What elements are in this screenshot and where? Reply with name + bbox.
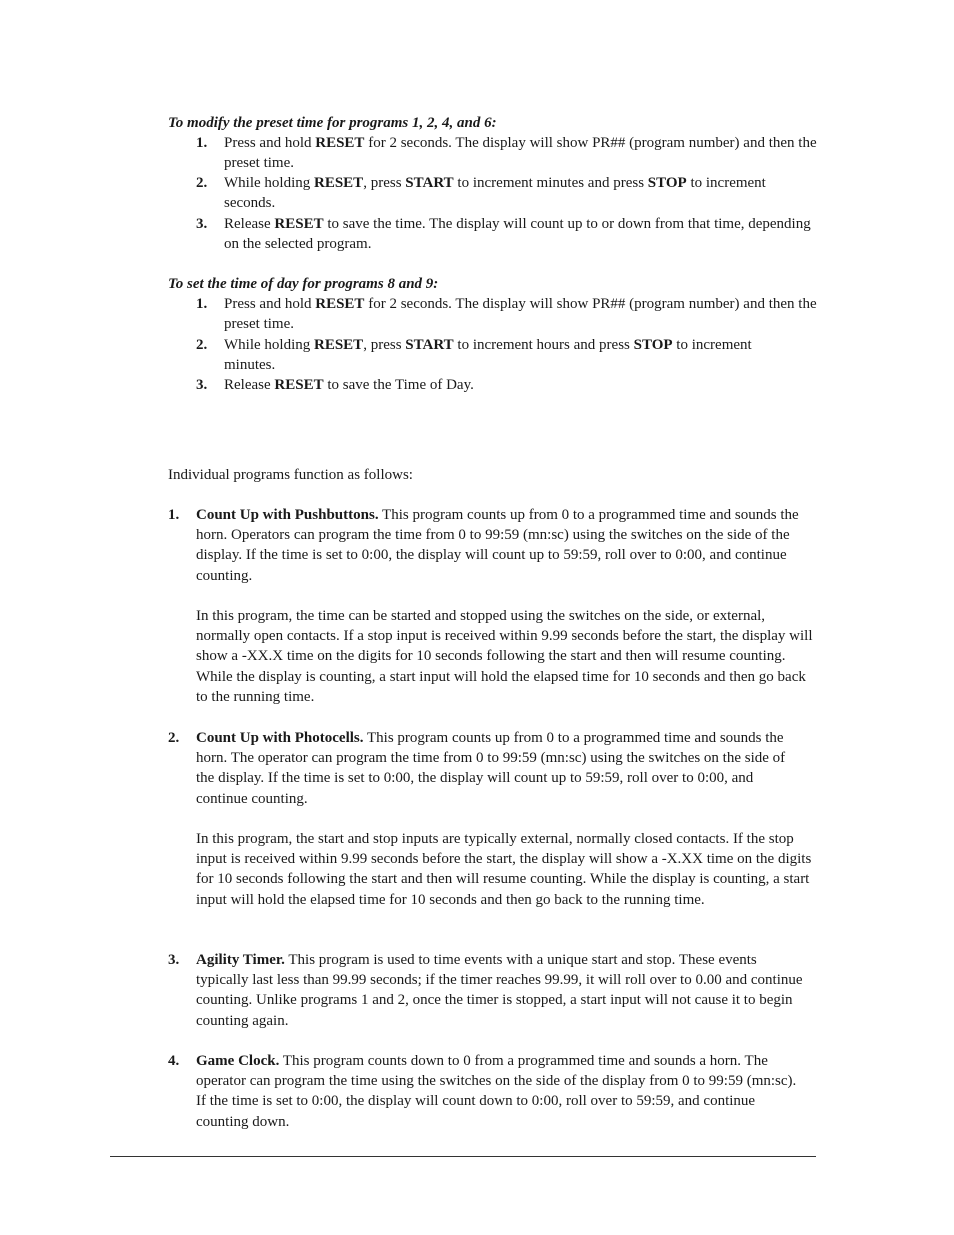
modify-step-2: While holding RESET, press START to increment minutes and press STOP to increment seconds.	[224, 175, 766, 212]
step-number: 2.	[196, 175, 208, 191]
modify-step-3: Release RESET to save the time. The display will count up to or down from that time, depending on the selected program.	[224, 216, 811, 253]
tod-step-3: Release RESET to save the Time of Day.	[224, 377, 474, 393]
program-number: 1.	[168, 507, 180, 523]
tod-step-1: Press and hold RESET for 2 seconds. The display will show PR## (program number) and then the preset time.	[224, 296, 817, 333]
programs-intro: Individual programs function as follows:	[168, 467, 413, 483]
tod-step-2: While holding RESET, press START to increment hours and press STOP to increment minutes.	[224, 337, 752, 374]
modify-step-1: Press and hold RESET for 2 seconds. The display will show PR## (program number) and then the preset time.	[224, 135, 817, 172]
program-1-details: In this program, the time can be started and stopped using the switches on the side, or external, normally open contacts. If a stop input is received within 9.99 seconds before the start, the display will show a -XX.X time on the digits for 10 seconds following the start and then will resume counting. While the display is counting, a start input will hold the elapsed time for 10 seconds and then go back to the running time.	[196, 608, 813, 705]
step-number: 1.	[196, 296, 208, 312]
program-3-description: Agility Timer. This program is used to time events with a unique start and stop. These events typically last less than 99.99 seconds; if the timer reaches 99.99, it will roll over to 0.00 and continue counting. Unlike programs 1 and 2, once the timer is stopped, a start input will not cause it to begin counting again.	[196, 952, 803, 1029]
step-number: 1.	[196, 135, 208, 151]
program-number: 4.	[168, 1053, 180, 1069]
step-number: 3.	[196, 216, 208, 232]
program-2-description: Count Up with Photocells. This program counts up from 0 to a programmed time and sounds the horn. The operator can program the time from 0 to 99:59 (mn:sc) using the switches on the side of the display. If the time is set to 0:00, the display will count up to 59:59, roll over to 0:00, and continue counting.	[196, 730, 786, 807]
footer-rule	[110, 1156, 816, 1157]
modify-heading: To modify the preset time for programs 1, 2, 4, and 6:	[168, 115, 497, 131]
program-4-description: Game Clock. This program counts down to 0 from a programmed time and sounds a horn. The operator can program the time using the switches on the side of the display from 0 to 99:59 (mn:sc). If the time is set to 0:00, the display will count down to 0:00, roll over to 59:59, and continue counting down.	[196, 1053, 797, 1130]
tod-heading: To set the time of day for programs 8 and 9:	[168, 276, 439, 292]
program-1-description: Count Up with Pushbuttons. This program counts up from 0 to a programmed time and sounds the horn. Operators can program the time from 0 to 99:59 (mn:sc) using the switches on the side of the display. If the time is set to 0:00, the display will count up to 59:59, roll over to 0:00, and continue counting.	[196, 507, 799, 584]
program-number: 3.	[168, 952, 180, 968]
step-number: 3.	[196, 377, 208, 393]
program-2-details: In this program, the start and stop inputs are typically external, normally closed contacts. If the stop input is received within 9.99 seconds before the start, the display will show a -X.XX time on the digits for 10 seconds following the start and then will resume counting. While the display is counting, a start input will hold the elapsed time for 10 seconds and then go back to the running time.	[196, 831, 812, 908]
step-number: 2.	[196, 337, 208, 353]
program-number: 2.	[168, 730, 180, 746]
